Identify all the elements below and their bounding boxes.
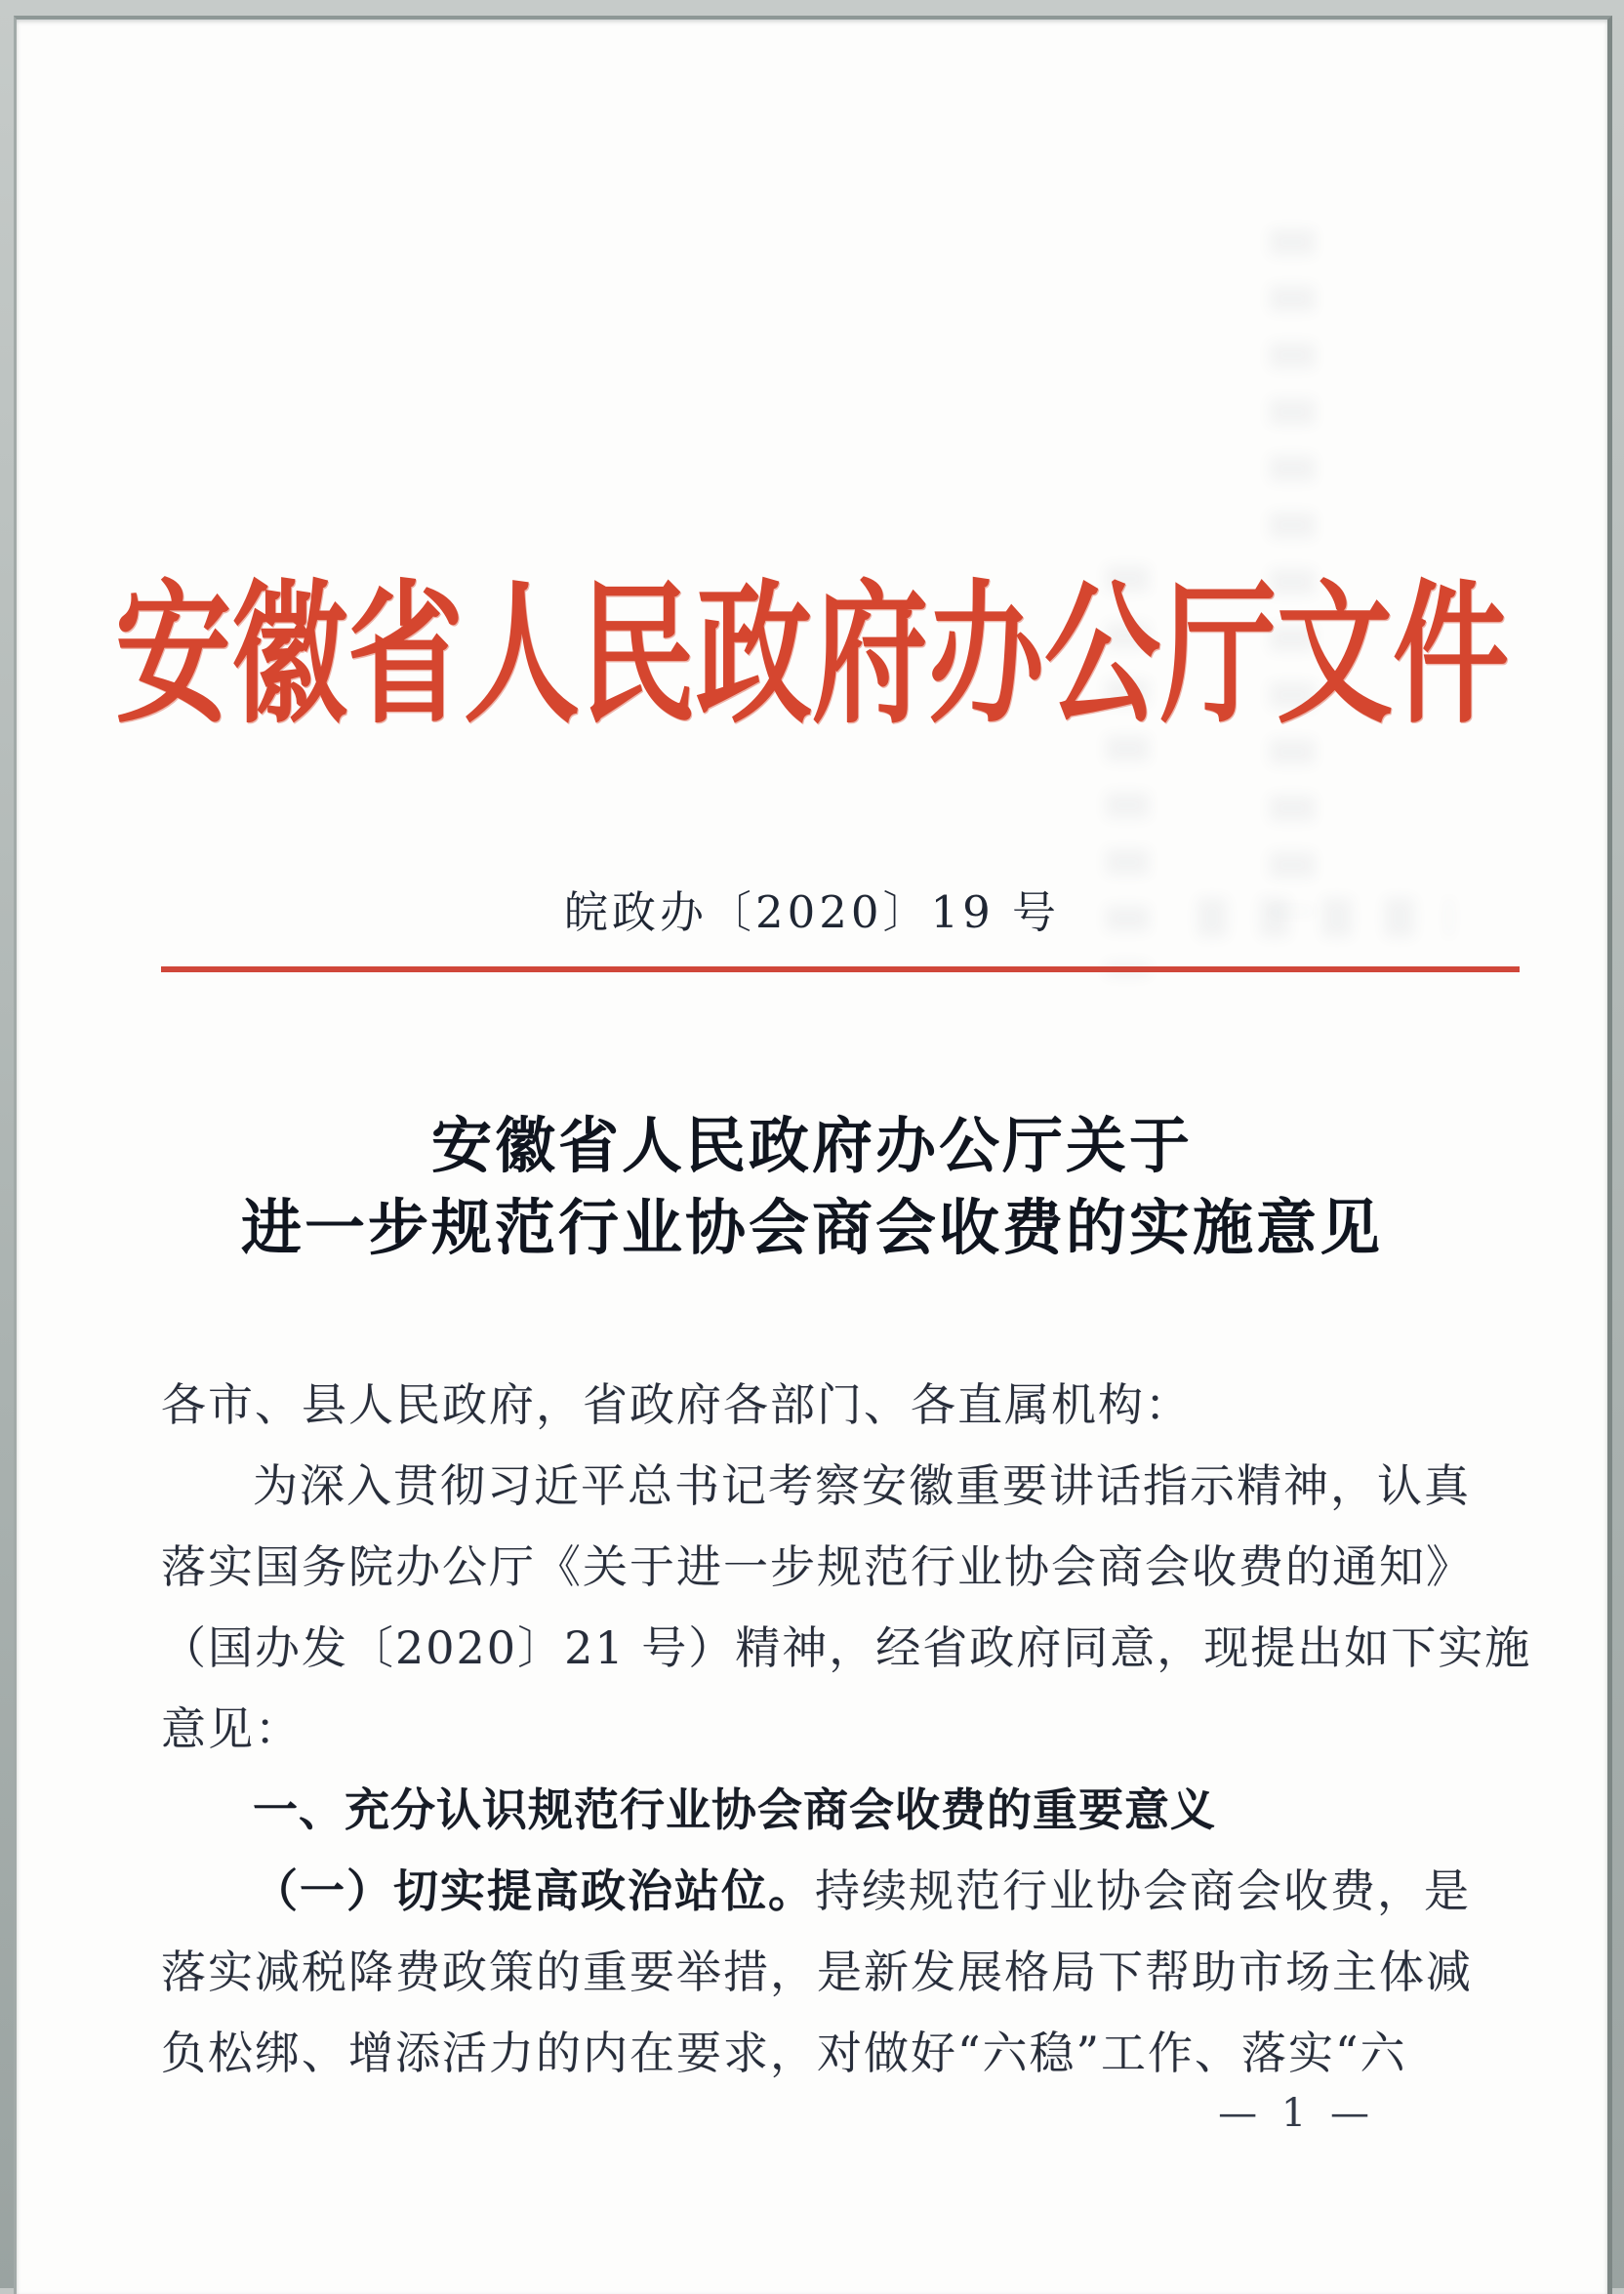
agency-letterhead: 安徽省人民政府办公厅文件: [17, 562, 1607, 749]
document-body: [161, 1365, 1523, 2094]
paragraph2-line3: 负松绑、增添活力的内在要求，对做好“六稳”工作、落实“六: [161, 2013, 1523, 2094]
section1-heading: 一、充分认识规范行业协会商会收费的重要意义: [161, 1770, 1523, 1851]
document-page: [14, 16, 1612, 2294]
document-title-line1: 安徽省人民政府办公厅关于: [17, 1105, 1607, 1187]
document-title-line2: 进一步规范行业协会商会收费的实施意见: [17, 1187, 1607, 1269]
paragraph1-line1: 为深入贯彻习近平总书记考察安徽重要讲话指示精神，认真: [161, 1446, 1523, 1527]
page-number: — 1 —: [161, 2091, 1523, 2136]
paragraph2-line1-rest: 持续规范行业协会商会收费，是: [815, 1864, 1471, 1917]
salutation-line: 各市、县人民政府，省政府各部门、各直属机构：: [161, 1365, 1523, 1446]
document-number: 皖政办〔2020〕19 号: [17, 877, 1607, 940]
paragraph1-line4: 意见：: [161, 1689, 1523, 1770]
paragraph2-line2: 落实减税降费政策的重要举措，是新发展格局下帮助市场主体减: [161, 1932, 1523, 2013]
paragraph1-line3: （国办发〔2020〕21 号）精神，经省政府同意，现提出如下实施: [161, 1608, 1523, 1689]
paragraph2-line1: [161, 1851, 1523, 1932]
document-title: [17, 1105, 1607, 1269]
paragraph1-line2: 落实国务院办公厅《关于进一步规范行业协会商会收费的通知》: [161, 1527, 1523, 1608]
letterhead-divider-rule: [161, 966, 1520, 972]
paragraph2-lead-bold: （一）切实提高政治站位。: [253, 1864, 815, 1917]
